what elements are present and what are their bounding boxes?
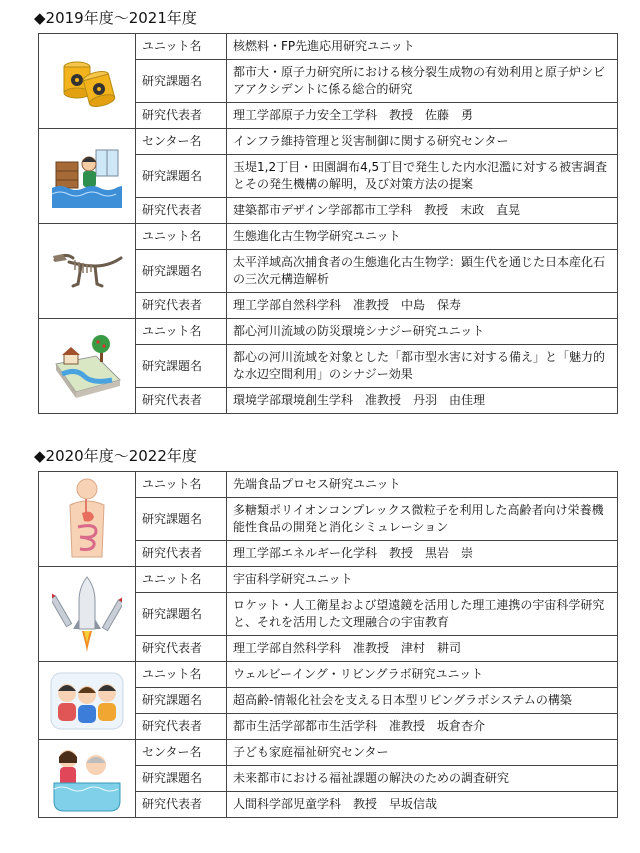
row-label: 研究課題名 <box>136 766 227 792</box>
table-row <box>39 224 618 250</box>
row-label: ユニット名 <box>136 567 227 593</box>
unit-illustration <box>39 129 136 224</box>
row-label: 研究代表者 <box>136 388 227 414</box>
flooded-room-icon <box>52 144 122 208</box>
row-label: 研究代表者 <box>136 293 227 319</box>
research-table <box>38 33 618 414</box>
row-value: 生態進化古生物学研究ユニット <box>227 224 618 250</box>
row-value: 建築都市デザイン学部都市工学科 教授 末政 直晃 <box>227 198 618 224</box>
section-title: ◆2019年度～2021年度 <box>34 9 197 27</box>
rocket-icon <box>52 573 122 655</box>
row-label: ユニット名 <box>136 662 227 688</box>
row-label: 研究課題名 <box>136 688 227 714</box>
row-label: 研究課題名 <box>136 60 227 103</box>
table-row <box>39 740 618 766</box>
row-label: 研究代表者 <box>136 636 227 662</box>
row-label: 研究課題名 <box>136 593 227 636</box>
table-row <box>39 319 618 345</box>
row-label: 研究代表者 <box>136 792 227 818</box>
row-label: 研究代表者 <box>136 541 227 567</box>
row-label: 研究課題名 <box>136 155 227 198</box>
row-label: ユニット名 <box>136 472 227 498</box>
riverside-landscape-icon <box>50 334 124 398</box>
unit-illustration <box>39 472 136 567</box>
unit-illustration <box>39 34 136 129</box>
row-value: 未来都市における福祉課題の解決のための調査研究 <box>227 766 618 792</box>
row-value: 都市生活学部都市生活学科 准教授 坂倉杏介 <box>227 714 618 740</box>
row-value: 都心河川流域の防災環境シナジー研究ユニット <box>227 319 618 345</box>
row-value: 人間科学部児童学科 教授 早坂信哉 <box>227 792 618 818</box>
barrel-icon <box>55 49 119 113</box>
row-value: 理工学部エネルギー化学科 教授 黒岩 崇 <box>227 541 618 567</box>
unit-illustration <box>39 740 136 818</box>
dinosaur-fossil-icon <box>51 246 123 296</box>
table-row <box>39 34 618 60</box>
people-group-icon <box>49 671 125 731</box>
section-title: ◆2020年度～2022年度 <box>34 447 197 465</box>
caregiver-bath-icon <box>50 743 124 815</box>
row-label: ユニット名 <box>136 319 227 345</box>
row-label: センター名 <box>136 740 227 766</box>
row-label: 研究課題名 <box>136 250 227 293</box>
table-row <box>39 472 618 498</box>
row-value: 理工学部自然科学科 准教授 津村 耕司 <box>227 636 618 662</box>
row-label: 研究代表者 <box>136 714 227 740</box>
unit-illustration <box>39 224 136 319</box>
row-label: 研究代表者 <box>136 198 227 224</box>
row-value: 超高齢-情報化社会を支える日本型リビングラボシステムの構築 <box>227 688 618 714</box>
row-value: 環境学部環境創生学科 准教授 丹羽 由佳理 <box>227 388 618 414</box>
table-row <box>39 129 618 155</box>
unit-illustration <box>39 662 136 740</box>
row-value: 都心の河川流域を対象とした「都市型水害に対する備え」と「魅力的な水辺空間利用」のシナジー効果 <box>227 345 618 388</box>
row-label: 研究課題名 <box>136 498 227 541</box>
row-value: インフラ維持管理と災害制御に関する研究センター <box>227 129 618 155</box>
row-value: 玉堤1,2丁目・田園調布4,5丁目で発生した内水氾濫に対する被害調査とその発生機構の解明，及び対策方法の提案 <box>227 155 618 198</box>
row-value: 都市大・原子力研究所における核分裂生成物の有効利用と原子炉シビアアクシデントに係る総合的研究 <box>227 60 618 103</box>
row-label: ユニット名 <box>136 224 227 250</box>
row-value: 子ども家庭福祉研究センター <box>227 740 618 766</box>
unit-illustration <box>39 567 136 662</box>
row-value: 理工学部原子力安全工学科 教授 佐藤 勇 <box>227 103 618 129</box>
row-value: 宇宙科学研究ユニット <box>227 567 618 593</box>
digestive-system-icon <box>64 477 110 561</box>
row-label: 研究課題名 <box>136 345 227 388</box>
row-value: ウェルビーイング・リビングラボ研究ユニット <box>227 662 618 688</box>
unit-illustration <box>39 319 136 414</box>
row-value: 先端食品プロセス研究ユニット <box>227 472 618 498</box>
row-value: 太平洋域高次捕食者の生態進化古生物学：顕生代を通じた日本産化石の三次元構造解析 <box>227 250 618 293</box>
row-label: センター名 <box>136 129 227 155</box>
row-value: 理工学部自然科学科 准教授 中島 保寿 <box>227 293 618 319</box>
row-value: 核燃料・FP先進応用研究ユニット <box>227 34 618 60</box>
row-value: ロケット・人工衛星および望遠鏡を活用した理工連携の宇宙科学研究と、それを活用した文理融合の宇宙教育 <box>227 593 618 636</box>
row-label: ユニット名 <box>136 34 227 60</box>
research-table <box>38 471 618 818</box>
table-row <box>39 662 618 688</box>
row-value: 多糖類ポリイオンコンプレックス微粒子を利用した高齢者向け栄養機能性食品の開発と消化シミュレーション <box>227 498 618 541</box>
table-row <box>39 567 618 593</box>
row-label: 研究代表者 <box>136 103 227 129</box>
